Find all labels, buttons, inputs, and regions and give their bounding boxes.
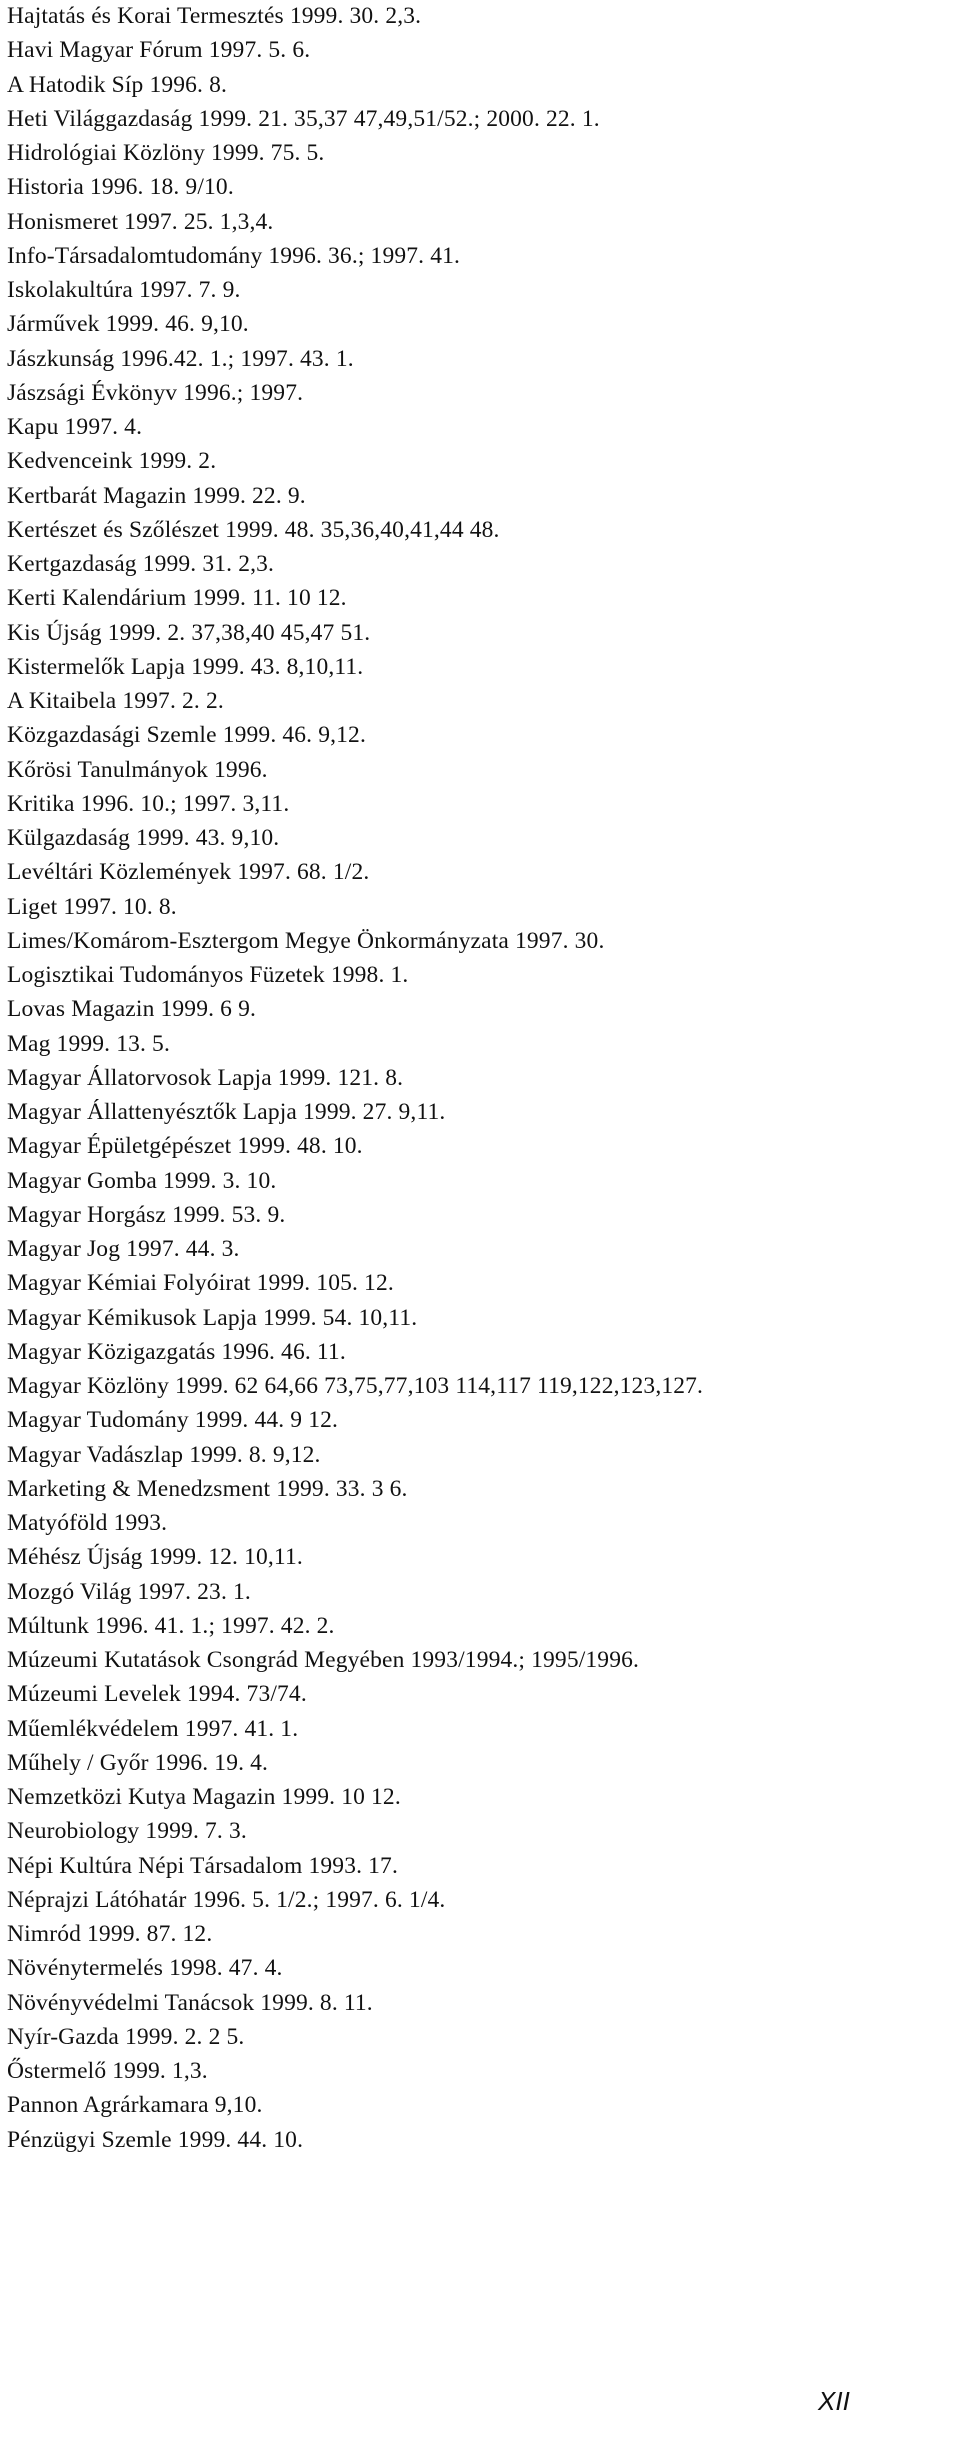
list-item: Műemlékvédelem 1997. 41. 1. [7,1715,299,1742]
list-item: Múltunk 1996. 41. 1.; 1997. 42. 2. [7,1612,335,1639]
list-item: Múzeumi Kutatások Csongrád Megyében 1993/1994.; 1995/1996. [7,1647,640,1673]
list-item: Magyar Gomba 1999. 3. 10. [7,1167,277,1194]
list-item: A Hatodik Síp 1996. 8. [7,71,228,98]
list-item: Külgazdaság 1999. 43. 9,10. [7,825,280,851]
list-item: Kritika 1996. 10.; 1997. 3,11. [7,790,290,817]
list-item: Nimród 1999. 87. 12. [7,1921,213,1947]
list-item: Kistermelők Lapja 1999. 43. 8,10,11. [7,653,364,680]
list-item: Lovas Magazin 1999. 6 9. [7,996,256,1023]
list-item: A Kitaibela 1997. 2. 2. [7,688,224,714]
list-item: Liget 1997. 10. 8. [7,893,177,920]
list-item: Kertbarát Magazin 1999. 22. 9. [7,482,306,509]
list-item: Jászsági Évkönyv 1996.; 1997. [7,379,304,406]
list-item: Logisztikai Tudományos Füzetek 1998. 1. [7,962,409,988]
list-item: Mag 1999. 13. 5. [7,1030,170,1057]
list-item: Magyar Horgász 1999. 53. 9. [7,1201,286,1228]
list-item: Kertgazdaság 1999. 31. 2,3. [7,551,275,577]
list-item: Magyar Állattenyésztők Lapja 1999. 27. 9,11. [7,1099,446,1125]
list-item: Kapu 1997. 4. [7,414,143,440]
list-item: Népi Kultúra Népi Társadalom 1993. 17. [7,1852,398,1879]
list-item: Magyar Épületgépészet 1999. 48. 10. [7,1133,363,1160]
list-item: Info-Társadalomtudomány 1996. 36.; 1997. 41. [7,242,461,269]
list-item: Heti Világgazdaság 1999. 21. 35,37 47,49,51/52.; 2000. 22. 1. [7,105,600,132]
list-item: Nyír-Gazda 1999. 2. 2 5. [7,2023,245,2050]
list-item: Növényvédelmi Tanácsok 1999. 8. 11. [7,1989,373,2016]
list-item: Mozgó Világ 1997. 23. 1. [7,1578,251,1605]
list-item: Nemzetközi Kutya Magazin 1999. 10 12. [7,1784,401,1810]
list-item: Marketing & Menedzsment 1999. 33. 3 6. [7,1475,408,1502]
list-item: Növénytermelés 1998. 47. 4. [7,1955,283,1982]
periodical-list [7,0,703,2157]
list-item: Pénzügyi Szemle 1999. 44. 10. [7,2126,304,2153]
list-item: Limes/Komárom-Esztergom Megye Önkormányzata 1997. 30. [7,927,605,954]
list-item: Honismeret 1997. 25. 1,3,4. [7,208,274,235]
list-item: Kedvenceink 1999. 2. [7,448,217,475]
list-item: Neurobiology 1999. 7. 3. [7,1818,247,1845]
list-item: Néprajzi Látóhatár 1996. 5. 1/2.; 1997. 6. 1/4. [7,1886,446,1913]
list-item: Jászkunság 1996.42. 1.; 1997. 43. 1. [7,345,354,372]
list-item: Magyar Közlöny 1999. 62 64,66 73,75,77,103 114,117 119,122,123,127. [7,1373,704,1399]
list-item: Múzeumi Levelek 1994. 73/74. [7,1681,307,1708]
list-item: Matyóföld 1993. [7,1510,168,1536]
list-item: Magyar Kémiai Folyóirat 1999. 105. 12. [7,1270,394,1297]
list-item: Pannon Agrárkamara 9,10. [7,2092,263,2119]
list-item: Magyar Vadászlap 1999. 8. 9,12. [7,1441,321,1468]
list-item: Kőrösi Tanulmányok 1996. [7,756,268,783]
list-item: Levéltári Közlemények 1997. 68. 1/2. [7,859,370,886]
list-item: Magyar Tudomány 1999. 44. 9 12. [7,1407,339,1434]
list-item: Havi Magyar Fórum 1997. 5. 6. [7,37,311,64]
list-item: Hidrológiai Közlöny 1999. 75. 5. [7,140,325,166]
list-item: Magyar Kémikusok Lapja 1999. 54. 10,11. [7,1304,418,1331]
list-item: Iskolakultúra 1997. 7. 9. [7,277,241,303]
list-item: Magyar Közigazgatás 1996. 46. 11. [7,1338,346,1365]
list-item: Járművek 1999. 46. 9,10. [7,311,249,338]
list-item: Kertészet és Szőlészet 1999. 48. 35,36,40,41,44 48. [7,516,500,543]
list-item: Magyar Állatorvosok Lapja 1999. 121. 8. [7,1064,404,1091]
list-item: Historia 1996. 18. 9/10. [7,174,234,201]
list-item: Magyar Jog 1997. 44. 3. [7,1236,240,1262]
list-item: Kerti Kalendárium 1999. 11. 10 12. [7,585,347,612]
list-item: Hajtatás és Korai Termesztés 1999. 30. 2,3. [7,3,422,29]
list-item: Kis Újság 1999. 2. 37,38,40 45,47 51. [7,619,371,646]
list-item: Műhely / Győr 1996. 19. 4. [7,1749,269,1776]
list-item: Méhész Újság 1999. 12. 10,11. [7,1544,303,1571]
page-number: XII [818,2386,850,2416]
list-item: Őstermelő 1999. 1,3. [7,2058,208,2084]
list-item: Közgazdasági Szemle 1999. 46. 9,12. [7,722,366,749]
